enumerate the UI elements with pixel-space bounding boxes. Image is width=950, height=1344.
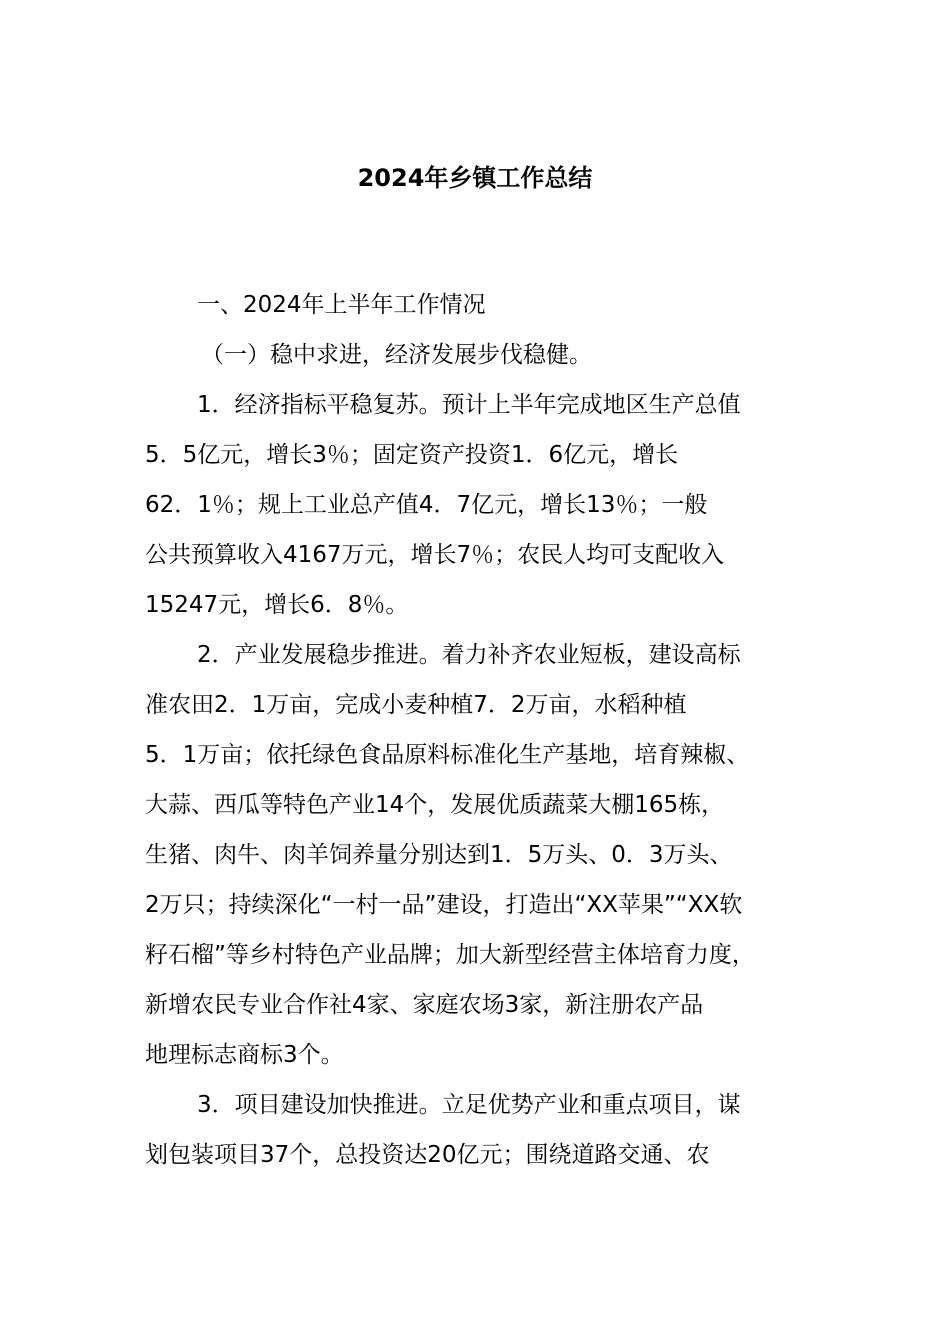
paragraph-line: 新增农民专业合作社4家、家庭农场3家，新注册农产品	[145, 992, 704, 1018]
paragraph-line: 准农田2．1万亩，完成小麦种植7．2万亩，水稻种植	[145, 692, 687, 718]
paragraph-line: 1．经济指标平稳复苏。预计上半年完成地区生产总值	[197, 392, 741, 418]
paragraph-line: 划包装项目37个，总投资达20亿元；围绕道路交通、农	[145, 1142, 710, 1168]
paragraph-line: 5．1万亩；依托绿色食品原料标准化生产基地，培育辣椒、	[145, 742, 750, 768]
paragraph-line: 3．项目建设加快推进。立足优势产业和重点项目，谋	[197, 1092, 741, 1118]
paragraph-line: 2．产业发展稳步推进。着力补齐农业短板，建设高标	[197, 642, 741, 668]
paragraph-line: 地理标志商标3个。	[145, 1042, 344, 1068]
paragraph-line: 生猪、肉牛、肉羊饲养量分别达到1．5万头、0．3万头、	[145, 842, 733, 868]
paragraph-line: 公共预算收入4167万元，增长7％；农民人均可支配收入	[145, 542, 725, 568]
paragraph-line: 62．1％；规上工业总产值4．7亿元，增长13％；一般	[145, 492, 708, 518]
paragraph-line: 大蒜、西瓜等特色产业14个，发展优质蔬菜大棚165栋，	[145, 792, 725, 818]
paragraph-line: 籽石榴”等乡村特色产业品牌；加大新型经营主体培育力度，	[145, 942, 755, 968]
section-heading: 一、2024年上半年工作情况	[197, 292, 486, 318]
subsection-heading: （一）稳中求进，经济发展步伐稳健。	[201, 342, 592, 368]
paragraph-line: 5．5亿元，增长3％；固定资产投资1．6亿元，增长	[145, 442, 679, 468]
paragraph-line: 15247元，增长6．8％。	[145, 592, 409, 618]
document-body	[145, 280, 810, 1180]
paragraph-line: 2万只；持续深化“一村一品”建设，打造出“XX苹果”“XX软	[145, 892, 743, 918]
document-title: 2024年乡镇工作总结	[357, 164, 593, 192]
